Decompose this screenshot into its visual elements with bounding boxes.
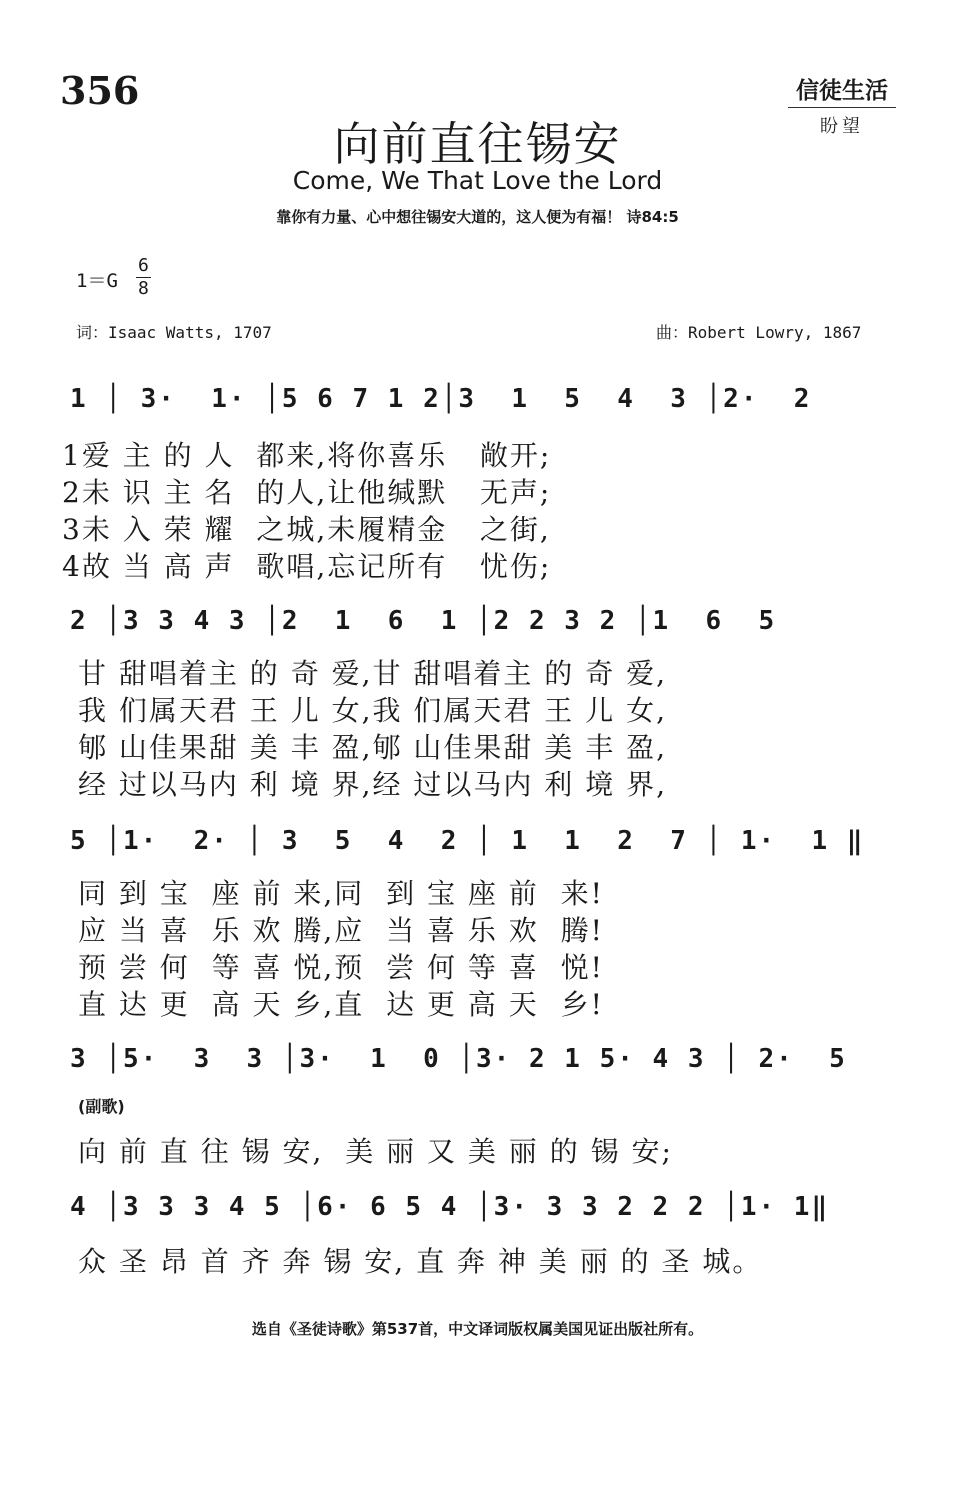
subcategory-label: 盼望 <box>820 116 864 137</box>
lyric-stanza-4: 经 过以马内 利 境 界,经 过以马内 利 境 界, <box>78 768 668 801</box>
key-signature: 1＝G <box>76 270 118 292</box>
lyric-stanza-3: 3未 入 荣 耀 之城,未履精金 之街, <box>62 513 551 546</box>
lyric-stanza-2: 2未 识 主 名 的人,让他缄默 无声; <box>62 476 552 509</box>
time-signature <box>136 255 151 300</box>
lyric-stanza-1: 甘 甜唱着主 的 奇 爱,甘 甜唱着主 的 奇 爱, <box>78 657 668 690</box>
scripture-verse: 靠你有力量、心中想往锡安大道的，这人便为有福！ 诗84:5 <box>276 208 679 226</box>
music-credit: 曲：Robert Lowry, 1867 <box>656 323 862 342</box>
lyrics-block-4 <box>78 1130 673 1167</box>
copyright-footer: 选自《圣徒诗歌》第537首，中文译词版权属美国见证出版社所有。 <box>251 1320 704 1338</box>
notation-line-3: 5 │1· 2· │ 3 5 4 2 │ 1 1 2 7 │ 1· 1 ‖ <box>70 826 865 856</box>
title-english: Come, We That Love the Lord <box>292 166 663 195</box>
title-chinese: 向前直往锡安 <box>333 117 622 171</box>
category-label: 信徒生活 <box>788 72 896 108</box>
notation-line-5: 4 │3 3 3 4 5 │6· 6 5 4 │3· 3 3 2 2 2 │1· 1‖ <box>70 1192 830 1222</box>
lyrics-block-3 <box>78 872 604 1020</box>
time-signature-top: 6 <box>138 255 149 276</box>
lyrics-block-1 <box>62 434 551 582</box>
lyrics-block-2 <box>78 652 667 800</box>
time-signature-bottom: 8 <box>138 278 149 299</box>
lyric-stanza-2: 我 们属天君 王 儿 女,我 们属天君 王 儿 女, <box>78 694 668 727</box>
lyric-stanza-1: 同 到 宝 座 前 来,同 到 宝 座 前 来! <box>78 877 604 910</box>
lyric-stanza-4: 直 达 更 高 天 乡,直 达 更 高 天 乡! <box>78 988 604 1021</box>
notation-line-1: 1 │ 3· 1· │5 6 7 1 2│3 1 5 4 3 │2· 2 <box>70 384 812 414</box>
hymn-number: 356 <box>60 68 140 113</box>
lyric-refrain-2: 众 圣 昂 首 齐 奔 锡 安, 直 奔 神 美 丽 的 圣 城。 <box>78 1245 763 1278</box>
lyric-stanza-4: 4故 当 高 声 歌唱,忘记所有 忧伤; <box>62 550 552 583</box>
lyrics-block-5 <box>78 1240 762 1277</box>
refrain-label: (副歌) <box>78 1097 125 1116</box>
lyric-stanza-2: 应 当 喜 乐 欢 腾,应 当 喜 乐 欢 腾! <box>78 914 604 947</box>
lyric-refrain-1: 向 前 直 往 锡 安, 美 丽 又 美 丽 的 锡 安; <box>78 1135 673 1168</box>
notation-line-4: 3 │5· 3 3 │3· 1 0 │3· 2 1 5· 4 3 │ 2· 5 <box>70 1044 847 1074</box>
words-credit: 词：Isaac Watts, 1707 <box>76 323 272 342</box>
lyric-stanza-3: 预 尝 何 等 喜 悦,预 尝 何 等 喜 悦! <box>78 951 604 984</box>
notation-line-2: 2 │3 3 4 3 │2 1 6 1 │2 2 3 2 │1 6 5 <box>70 606 777 636</box>
lyric-stanza-3: 郇 山佳果甜 美 丰 盈,郇 山佳果甜 美 丰 盈, <box>78 731 668 764</box>
lyric-stanza-1: 1爱 主 的 人 都来,将你喜乐 敞开; <box>62 439 552 472</box>
